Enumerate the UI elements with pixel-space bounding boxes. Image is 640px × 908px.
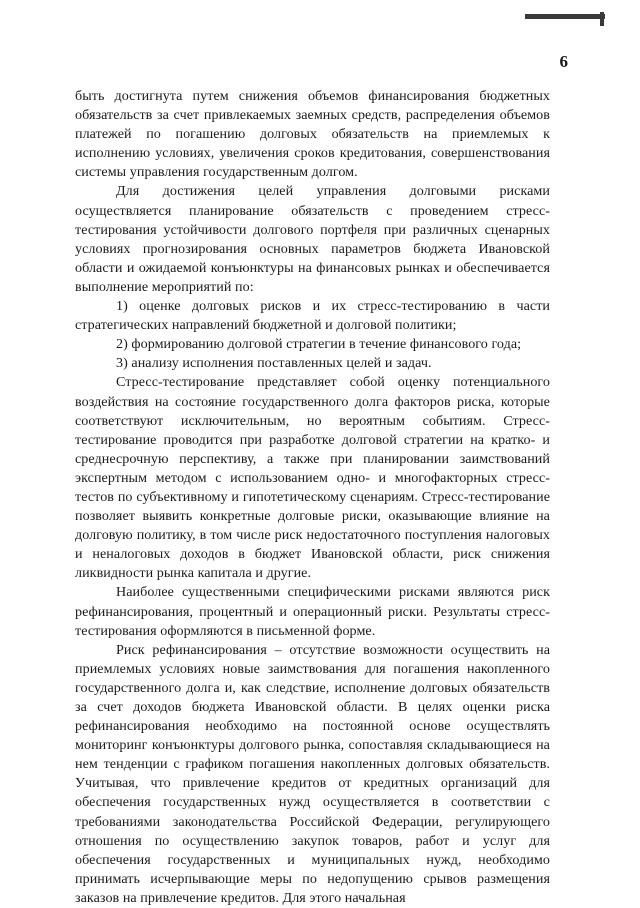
list-item-2: 2) формированию долговой стратегии в течение финансового года; <box>116 336 522 353</box>
paragraph-risk-management-goals: Для достижения целей управления долговыми рисками осуществляется планирование обязательств с проведением стресс-тестирования устойчивости долгового портфеля при различных сценарных условиях прогнозирования основных параметров бюджета Ивановской области и ожидаемой конъюнктуры на финансовых рынках и обеспечивается выполнение мероприятий по: <box>75 183 550 295</box>
paragraph-specific-risks: Наиболее существенными специфическими рисками являются риск рефинансирования, процентный и операционный риски. Результаты стресс-тестирования оформляются в письменной форме. <box>75 584 550 639</box>
scan-edge-mark <box>525 14 605 19</box>
paragraph-continuation: быть достигнута путем снижения объемов финансирования бюджетных обязательств за счет привлекаемых заемных средств, распределения объемов платежей по погашению долговых обязательств на приемлемых к исполнению условиях, увеличения сроков кредитования, совершенствования системы управления государственным долгом. <box>75 88 550 181</box>
list-item-1: 1) оценке долговых рисков и их стресс-тестированию в части стратегических направлений бюджетной и долговой политики; <box>75 298 550 334</box>
scan-edge-mark-tail <box>600 12 604 26</box>
list-item-3: 3) анализу исполнения поставленных целей и задач. <box>116 355 432 372</box>
paragraph-refinancing-risk: Риск рефинансирования – отсутствие возможности осуществить на приемлемых условиях новые заимствования для погашения накопленного государственного долга и, как следствие, исполнение долговых обязательств за счет доходов бюджета Ивановской области. В целях оценки риска рефинансирования необходимо на постоянной основе осуществлять мониторинг конъюнктуры долгового рынка, сопоставляя складывающиеся на нем тенденции с графиком погашения накопленных долговых обязательств. Учитывая, что привлечение кредитов от кредитных организаций для обеспечения государственных нужд осуществляется в соответствии с требованиями законодательства Российской Федерации, регулирующего отношения по осуществлению закупок товаров, работ и услуг для обеспечения государственных и муниципальных нужд, необходимо принимать исчерпывающие меры по недопущению срывов размещения заказов на привлечение кредитов. Для этого начальная <box>75 641 550 906</box>
page-number: 6 <box>559 52 568 71</box>
document-body <box>75 87 550 908</box>
paragraph-stress-testing: Стресс-тестирование представляет собой оценку потенциального воздействия на состояние государственного долга факторов риска, которые соответствуют исключительным, но вероятным событиям. Стресс-тестирование проводится при разработке долговой стратегии на кратко- и среднесрочную перспективу, а также при планировании заимствований экспертным методом с использованием одно- и многофакторных стресс-тестов по субъективному и гипотетическому сценариям. Стресс-тестирование позволяет выявить конкретные долговые риски, оказывающие влияние на долговую политику, в том числе риск недостаточного поступления налоговых и неналоговых доходов в бюджет Ивановской области, риск снижения ликвидности рынка капитала и другие. <box>75 374 550 582</box>
